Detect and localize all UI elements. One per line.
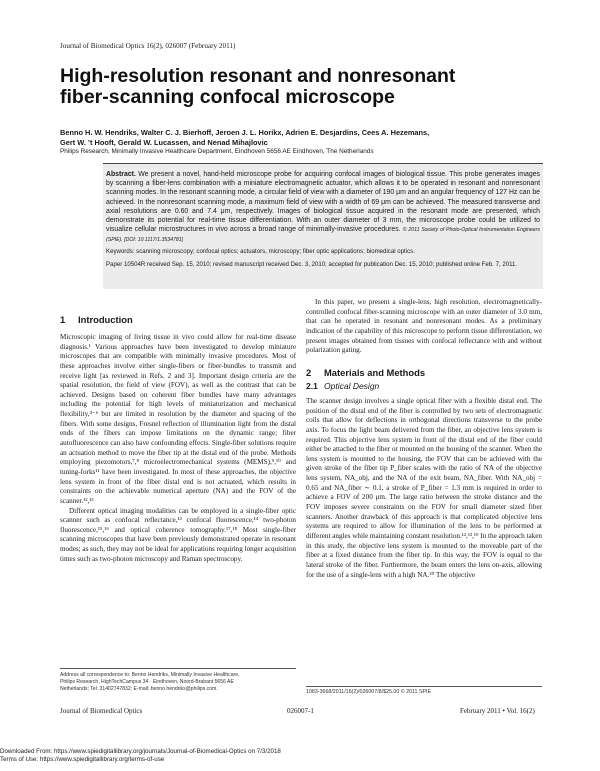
subsection-title: Optical Design	[324, 381, 380, 391]
abstract-label: Abstract.	[106, 171, 136, 178]
right-column-body	[306, 397, 542, 580]
footer-issue: February 2011 • Vol. 16(2)	[460, 707, 535, 715]
paper-title	[60, 66, 540, 108]
download-link[interactable]: Downloaded From: https://www.spiedigitallibrary.org/journals/Journal-of-Biomedical-Optics on 7/3/2018	[0, 748, 281, 755]
authors-line-1: Benno H. W. Hendriks, Walter C. J. Bierhoff, Jeroen J. L. Horikx, Adrien E. Desjardins, Cees A. Hezemans,	[60, 128, 430, 137]
footnote-divider	[60, 668, 296, 669]
intro-paragraph-2: Different optical imaging modalities can be employed in a single-fiber optic scanner such as confocal reflectance,¹³ confocal fluorescence,¹⁴ two-photon fluorescence,¹⁵,¹⁶ and optical coherence tomography.¹⁷,¹⁸ Most single-fiber scanning microscopes that have been previously demonstrated operate in resonant modes; as such, they may not be ideal for applications requiring longer acquisition times such as two-photon microscopy and Raman spectroscopy.	[60, 506, 296, 563]
footnote-line: Philips Research, HighTechCampus 34 · Eindhoven, Noord-Brabant 5656 AE	[60, 679, 234, 685]
left-column	[60, 333, 296, 564]
section-number: 1	[60, 314, 66, 325]
subsection-number: 2.1	[306, 381, 318, 391]
terms-link[interactable]: Terms of Use: https://www.spiedigitallibrary.org/terms-of-use	[0, 756, 165, 763]
intro-paragraph-1: Microscopic imaging of living tissue in vivo could allow for real-time disease diagnosis.¹ Various approaches have been investigated to develop miniature microscopes that are compatible with minimally invasive procedures. Most of these approaches involve either single-fibers or fiber-bundles to transmit and receive light [as reviewed in Refs. 2 and 3]. Important design criteria are the spatial resolution, the field of view (FOV), as well as the contrast that can be achieved. Designs based on coherent fiber bundles have many advantages including the potential for high levels of miniaturization and mechanical flexibility,⁴⁻⁶ but are limited in resolution by the diameter and spacing of the fibers. With some designs, Fresnel reflection of illumination light from the distal ends of the fibers can impose limitations on the dynamic range; fiber autofluorescence can also have confounding effects. Single-fiber solutions require an actuation method to move the fiber tip at the distal end of the probe. Methods employing piezomotors,⁷,⁸ microelectromechanical systems (MEMS),⁹,¹⁰ and tuning-forks¹¹ have been investigated. In most of these approaches, the objective lens system in front of the fiber distal end is not actuated, which results in constraints on the achievable numerical aperture (NA) and the FOV of the scanner.¹²,¹³	[60, 333, 296, 505]
right-column-intro	[306, 298, 542, 356]
subsection-2-1-heading	[306, 381, 379, 391]
section-1-heading	[60, 314, 133, 325]
section-title: Introduction	[78, 314, 133, 325]
optical-design-paragraph: The scanner design involves a single optical fiber with a flexible distal end. The position of the distal end of the fiber is controlled by two sets of electromagnetic coils that allow for deflections in orthogonal directions transverse to the probe axis. To focus the light beam delivered from the fiber, an objective lens system is required. This objective lens system in front of the distal end of the fiber could either be attached to the fiber or mounted on the housing of the scanner. When the lens system is mounted to the housing, the FOV that can be achieved with the given stroke of the fiber tip P_fiber scales with the ratio of NA of the objective lens system, NA_obj, and the NA of the exit beam, NA_fiber. With NA_obj = 0.65 and NA_fiber ∼ 0.1, a stroke of P_fiber = 1.3 mm is required in order to achieve a FOV of 200 μm. The large ratio between the stroke distance and the FOV imposes severe constraints on the FOV for small diameter sized fiber scanners. Another drawback of this approach is that complicated objective lens systems are required to allow for illumination of the lens to be performed at different angles while maintaining constant resolution.¹²,¹³,¹⁹ In the approach taken in this study, the objective lens system is mounted to the moveable part of the fiber at a fixed distance from the fiber tip. In this way, the FOV is equal to the lateral stroke of the fiber. Furthermore, the beam enters the lens on-axis, allowing for the use of a single-lens with a high NA.²⁰ The objective	[306, 397, 542, 579]
abstract	[106, 170, 540, 246]
paper-history: Paper 10504R received Sep. 15, 2010; revised manuscript received Dec. 3, 2010; accepted for publication Dec. 15, 2010; published online Feb. 7, 2011.	[106, 261, 518, 268]
issn-line: 1083-3668/2011/16(2)/026007/8/$25.00 © 2011 SPIE	[306, 689, 432, 695]
issn-divider	[306, 686, 542, 687]
page-number: 026007-1	[287, 707, 314, 715]
download-notice	[0, 748, 281, 764]
footer-journal: Journal of Biomedical Optics	[60, 707, 143, 715]
journal-header: Journal of Biomedical Optics 16(2), 026007 (February 2011)	[60, 42, 236, 50]
keywords: Keywords: scanning microscopy; confocal optics; actuators, microscopy; fiber optic applications; biomedical optics.	[106, 248, 415, 255]
copyright-notice: © 2011 Society of Photo-Optical Instrumentation Engineers (SPIE). [DOI: 10.1117/1.3534781]	[106, 227, 540, 244]
footnote-line: Address all correspondence to: Benno Hendriks, Minimally Invasive Healthcare,	[60, 672, 240, 678]
affiliation: Philips Research, Minimally Invasive Healthcare Department, Eindhoven 5656 AE Eindhoven, The Netherlands	[60, 148, 374, 155]
intro-paragraph-3: In this paper, we present a single-lens, high resolution, electromagnetically-controlled confocal fiber-scanning microscope with an outer diameter of 3.0 mm, that can be operated in resonant and nonresonant modes. As a preliminary indication of the capability of this microscope to perform tissue differentiation, we present images obtained from tissues with confocal reflectance with and without polarization gating.	[306, 298, 542, 355]
section-2-heading	[306, 367, 425, 378]
abstract-text: We present a novel, hand-held microscope probe for acquiring confocal images of biological tissue. This probe generates images by scanning a fiber-lens combination with a miniature electromagnetic actuator, which allows it to be operated in resonant and nonresonant scanning modes. In the resonant scanning mode, a circular field of view with a diameter of 190 μm and an angular frequency of 127 Hz can be achieved. In the nonresonant scanning mode, a maximum field of view with a width of 69 μm can be achieved. The measured transverse and axial resolutions are 0.60 and 7.4 μm, respectively. Images of biological tissue acquired in the resonant mode are presented, which demonstrate its potential for real-time tissue differentiation. With an outer diameter of 3 mm, the microscope probe could be utilized to visualize cellular microstructures in vivo across a broad range of minimally-invasive procedures.	[106, 171, 540, 234]
authors-line-2: Gert W. ’t Hooft, Gerald W. Lucassen, and Nenad Mihajlovic	[60, 138, 268, 147]
title-line-2: fiber-scanning confocal microscope	[60, 86, 395, 108]
author-list	[60, 128, 540, 148]
correspondence-footnote	[60, 672, 295, 693]
title-line-1: High-resolution resonant and nonresonant	[60, 65, 456, 87]
footnote-line: Netherlands; Tel: 31402747832; E-mail: benno.hendriks@philips.com.	[60, 686, 218, 692]
section-title: Materials and Methods	[324, 367, 426, 378]
section-number: 2	[306, 367, 312, 378]
